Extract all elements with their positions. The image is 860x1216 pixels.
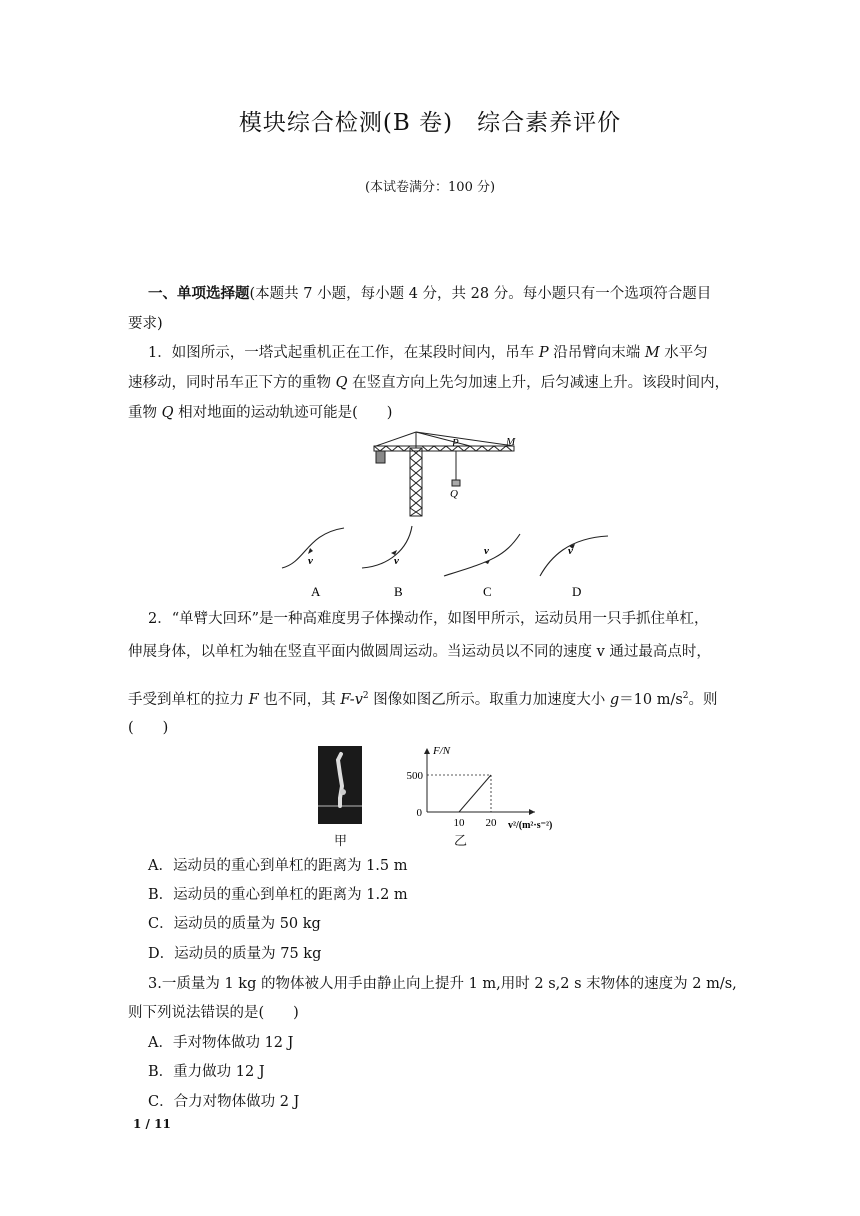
crane-label-p: P [452, 437, 459, 449]
option-label-a: A [311, 584, 321, 599]
q1-text: 速移动，同时吊车正下方的重物 [128, 375, 336, 391]
q1-text: 在竖直方向上先匀加速上升，后匀减速上升。该段时间内， [347, 375, 730, 391]
photo-caption-text: 甲 [334, 830, 347, 849]
curve-c [444, 534, 520, 576]
q1-text: 水平匀 [659, 345, 708, 361]
q2-text: 手受到单杠的拉力 [128, 691, 249, 708]
q2-option-c: C．运动员的质量为 50 kg [148, 916, 321, 932]
curve-b [362, 526, 412, 568]
y-tick-label: 500 [406, 770, 423, 782]
q1-text: 重物 [128, 405, 162, 421]
section-desc: (本题共 7 小题，每小题 4 分，共 28 分。每小题只有一个选项符合题目 [249, 286, 712, 302]
arrow-a [308, 548, 313, 554]
x-axis-label: v²/(m²·s⁻²) [508, 820, 553, 831]
series-line [459, 775, 491, 812]
crane-figure [370, 428, 520, 520]
q2-var-g: g [609, 691, 620, 708]
graph-caption: 乙 [454, 834, 468, 849]
gymnast-photo [318, 746, 362, 824]
x-tick-label: 20 [485, 817, 497, 829]
q2-graph-name: F-v [340, 691, 363, 708]
q2-text: 也不同，其 [258, 691, 341, 708]
f-v2-graph [395, 742, 575, 838]
curve-d [540, 536, 608, 576]
q2-line-1: 2．“单臂大回环”是一种高难度男子体操动作，如图甲所示，运动员用一只手抓住单杠， [148, 611, 709, 627]
section-heading [128, 284, 738, 304]
q1-line-3 [128, 403, 738, 423]
tower-lattice [410, 448, 422, 516]
q1-text: 1．如图所示，一塔式起重机正在工作，在某段时间内，吊车 [148, 345, 539, 361]
q1-text: 相对地面的运动轨迹可能是( ) [173, 405, 393, 421]
q2-option-a: A．运动员的重心到单杠的距离为 1.5 m [148, 858, 408, 874]
q2-line-2: 伸展身体，以单杠为轴在竖直平面内做圆周运动。当运动员以不同的速度 v 通过最高点时， [128, 644, 711, 660]
trajectory-options [278, 522, 618, 602]
velocity-label-b: v [394, 555, 399, 567]
section-title: 一、单项选择题 [148, 285, 250, 302]
q1-var-p: P [538, 345, 549, 361]
curve-a [282, 528, 344, 568]
q3-option-b: B．重力做功 12 J [148, 1064, 265, 1080]
page-number: 1 / 11 [133, 1117, 171, 1131]
q2-option-d: D．运动员的质量为 75 kg [148, 946, 322, 962]
option-label-d: D [572, 584, 582, 599]
option-label-b: B [394, 584, 403, 599]
option-label-c: C [483, 584, 492, 599]
velocity-label-a: v [308, 555, 313, 567]
q3-option-c: C．合力对物体做功 2 J [148, 1094, 300, 1110]
crane-label-q: Q [450, 488, 458, 500]
crane-label-m: M [506, 436, 516, 448]
q1-var-m: M [644, 345, 660, 361]
q2-line-4: ( ) [128, 720, 169, 736]
q1-text: 沿吊臂向末端 [548, 345, 645, 361]
q3-line-1: 3.一质量为 1 kg 的物体被人用手由静止向上提升 1 m,用时 2 s,2 s 末物体的速度为 2 m/s, [148, 976, 737, 992]
page-subtitle: (本试卷满分：100 分) [364, 180, 496, 195]
q3-option-a: A．手对物体做功 12 J [148, 1035, 294, 1051]
q1-var-q: Q [335, 375, 348, 391]
x-tick-label: 10 [453, 817, 465, 829]
q2-text: ＝10 m/s [619, 691, 683, 708]
velocity-label-d: v [568, 545, 573, 557]
q1-line-2 [128, 373, 738, 393]
load-q [452, 480, 460, 486]
q2-line-3: 手受到单杠的拉力 F 也不同，其 $F-v^2$ 图像如图乙所示。取重力加速度大小 g＝10 $m/s^2$。则 [128, 691, 718, 708]
q1-var-q: Q [161, 405, 174, 421]
y-tick-label: 0 [416, 807, 422, 819]
page-title: 模块综合检测(B 卷) 综合素养评价 [238, 110, 622, 136]
velocity-label-c: v [484, 545, 489, 557]
q2-text: 图像如图乙所示。取重力加速度大小 [368, 691, 610, 708]
counterweight [376, 451, 385, 463]
q3-line-2: 则下列说法错误的是( ) [128, 1005, 299, 1021]
q2-var-f: F [248, 691, 259, 708]
y-axis-label: F/N [433, 745, 451, 757]
q2-option-b: B．运动员的重心到单杠的距离为 1.2 m [148, 887, 408, 903]
q1-line-1 [148, 343, 758, 363]
section-desc-cont: 要求) [128, 316, 163, 332]
q2-text: 。则 [688, 691, 718, 708]
